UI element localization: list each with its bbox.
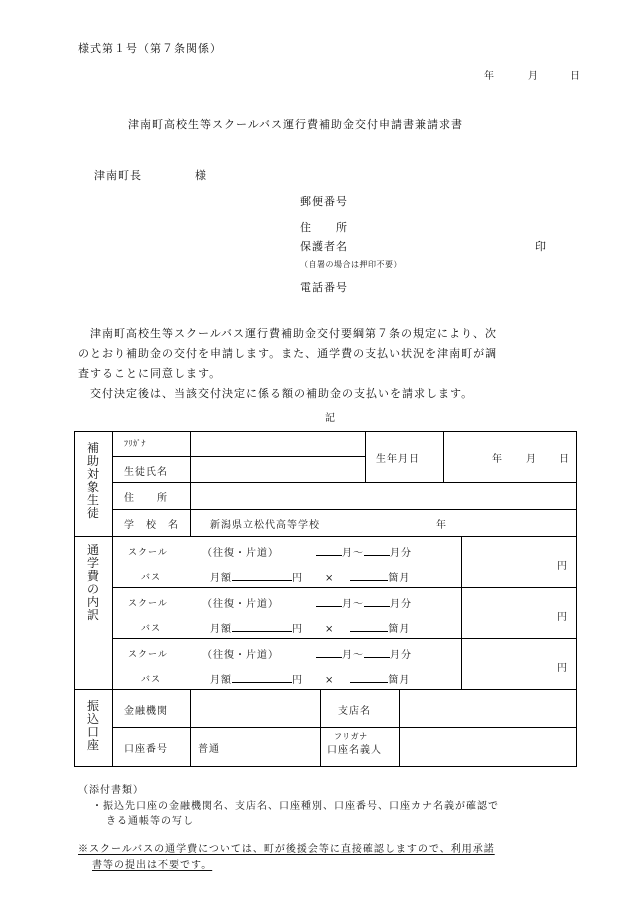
row-total-unit: 円	[557, 663, 568, 674]
attachments-item: きる通帳等の写し	[106, 816, 194, 827]
monthly-label: 月額	[210, 624, 232, 635]
yen-label: 円	[292, 675, 303, 686]
bank-label: 金融機関	[124, 706, 168, 717]
row-total-unit: 円	[557, 561, 568, 572]
branch-label: 支店名	[338, 706, 371, 717]
student-name-label: 生徒氏名	[124, 467, 168, 478]
account-type-value: 普通	[198, 744, 220, 755]
seal-label: 印	[535, 240, 547, 253]
times-sign: ×	[325, 675, 335, 686]
grade-suffix: 年	[436, 520, 447, 531]
addressee-name: 津南町長	[94, 169, 142, 182]
month-to-label: 月分	[390, 599, 412, 610]
target-student-header: 補助対象生徒	[86, 441, 99, 520]
document-title: 津南町高校生等スクールバス運行費補助金交付申請書兼請求書	[128, 118, 464, 131]
bus-type-label: スクール	[128, 548, 168, 558]
school-name-label: 学 校 名	[124, 520, 179, 531]
birthdate-label: 生年月日	[376, 454, 420, 465]
note-line: 書等の提出は不要です。	[92, 860, 213, 871]
account-header: 振込口座	[86, 699, 99, 752]
month-from-label: 月～	[342, 599, 364, 610]
months-label: 箇月	[388, 624, 411, 635]
body-paragraph-line: 津南町高校生等スクールバス運行費補助金交付要綱第７条の規定により、次	[78, 327, 498, 340]
body-paragraph-line: 査することに同意します。	[78, 367, 222, 380]
birthdate-day: 日	[559, 454, 570, 465]
bus-type-label: スクール	[128, 650, 168, 660]
addressee-honorific: 様	[195, 169, 207, 182]
month-to-label: 月分	[390, 548, 412, 559]
bus-type-label: バス	[141, 675, 162, 685]
postal-code-label: 郵便番号	[300, 195, 348, 208]
birthdate-month: 月	[526, 454, 537, 465]
bus-type-label: スクール	[128, 599, 168, 609]
breakdown-header: 通学費の内訳	[86, 543, 99, 622]
months-label: 箇月	[388, 573, 411, 584]
seal-note: （自署の場合は押印不要）	[300, 260, 402, 269]
note-line: ※スクールバスの通学費については、町が後援会等に直接確認しますので、利用承諾	[78, 844, 495, 855]
form-number: 様式第１号（第７条関係）	[78, 42, 222, 55]
body-paragraph-line: 交付決定後は、当該交付決定に係る額の補助金の支払いを請求します。	[78, 387, 474, 400]
school-name-value: 新潟県立松代高等学校	[210, 520, 320, 531]
trip-type-label: （往復・片道）	[202, 548, 279, 559]
attachments-item: ・振込先口座の金融機関名、支店名、口座種別、口座番号、口座カナ名義が確認で	[92, 801, 499, 812]
guardian-name-label: 保護者名	[300, 240, 348, 253]
monthly-label: 月額	[210, 675, 232, 686]
date-year: 年	[484, 71, 495, 82]
phone-number-label: 電話番号	[300, 281, 348, 294]
yen-label: 円	[292, 573, 303, 584]
furigana-label: ﾌﾘｶﾞﾅ	[124, 439, 146, 448]
bus-type-label: バス	[141, 624, 162, 634]
month-from-label: 月～	[342, 650, 364, 661]
bus-type-label: バス	[141, 573, 162, 583]
holder-kana-label: フリガナ	[334, 732, 368, 741]
yen-label: 円	[292, 624, 303, 635]
trip-type-label: （往復・片道）	[202, 599, 279, 610]
row-total-unit: 円	[557, 612, 568, 623]
ki-label: 記	[325, 413, 336, 424]
months-label: 箇月	[388, 675, 411, 686]
monthly-label: 月額	[210, 573, 232, 584]
times-sign: ×	[325, 624, 335, 635]
student-address-label: 住 所	[124, 493, 168, 504]
birthdate-year: 年	[492, 454, 503, 465]
date-day: 日	[570, 71, 581, 82]
trip-type-label: （往復・片道）	[202, 650, 279, 661]
address-label: 住 所	[300, 221, 348, 234]
month-to-label: 月分	[390, 650, 412, 661]
body-paragraph-line: のとおり補助金の交付を申請します。また、通学費の支払い状況を津南町が調	[78, 347, 498, 360]
times-sign: ×	[325, 573, 335, 584]
month-from-label: 月～	[342, 548, 364, 559]
date-month: 月	[528, 71, 539, 82]
account-number-label: 口座番号	[124, 744, 168, 755]
account-holder-label: 口座名義人	[327, 745, 382, 756]
attachments-heading: （添付書類）	[78, 785, 144, 796]
